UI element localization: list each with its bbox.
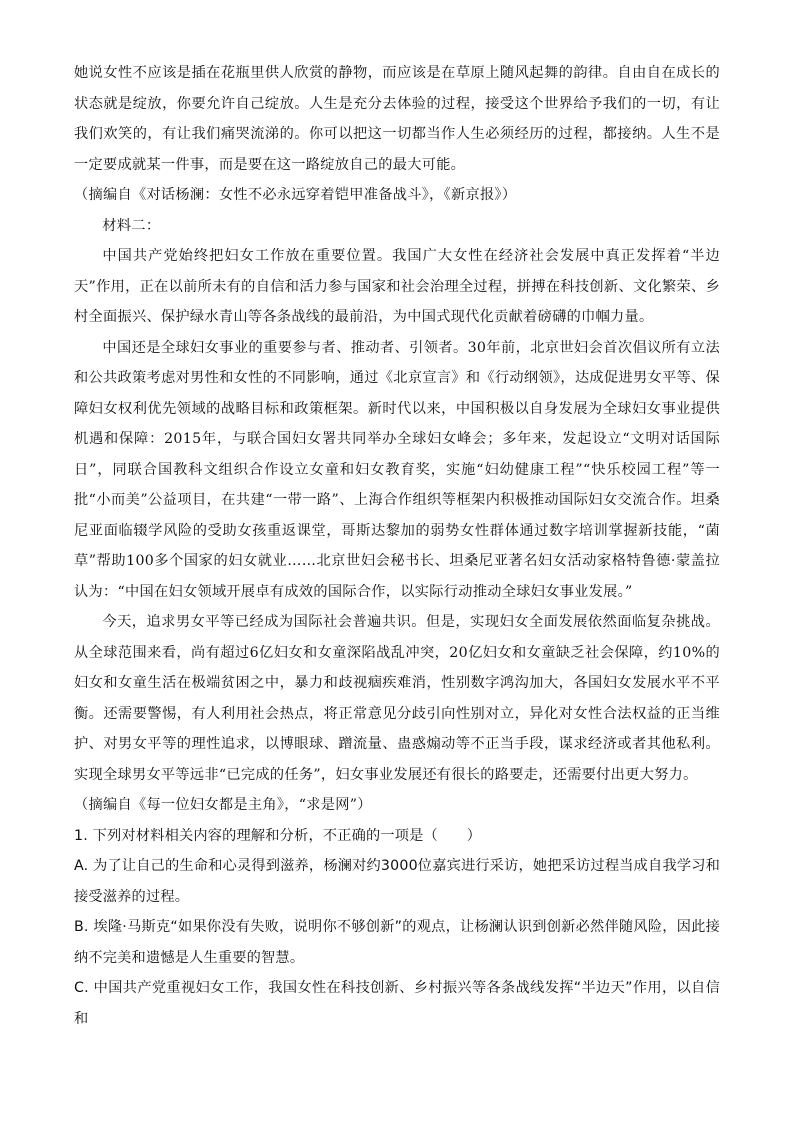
material-two-label: 材料二：: [102, 217, 161, 234]
material-one-excerpt: [74, 58, 720, 211]
question-stem: 1. 下列对材料相关内容的理解和分析，不正确的一项是（ ）: [74, 827, 482, 844]
material-two: [74, 211, 720, 821]
material-two-source: （摘编自《每一位妇女都是主角》，“求是网”）: [74, 797, 372, 813]
material-two-paragraph-3: 今天，追求男女平等已经成为国际社会普遍共识。但是，实现妇女全面发展依然面临复杂挑战。从全球范围来看，尚有超过6亿妇女和女童深陷战乱冲突，20亿妇女和女童缺乏社会保障，约10%的妇女和女童生活在极端贫困之中，暴力和歧视痼疾难消，性别数字鸿沟加大，各国妇女发展水平不平衡。还需要警惕，有人利用社会热点，将正常意见分歧引向性别对立，异化对女性合法权益的正当维护、对男女平等的理性追求，以博眼球、蹭流量、蛊惑煽动等不正当手段，谋求经济或者其他私利。实现全球男女平等远非“已完成的任务”，妇女事业发展还有很长的路要走，还需要付出更大努力。: [74, 614, 720, 783]
document-page: [74, 58, 720, 1034]
material-two-paragraph-1: 中国共产党始终把妇女工作放在重要位置。我国广大女性在经济社会发展中真正发挥着“半边天”作用，正在以前所未有的自信和活力参与国家和社会治理全过程，拼搏在科技创新、文化繁荣、乡村全面振兴、保护绿水青山等各条战线的最前沿，为中国式现代化贡献着磅礴的巾帼力量。: [74, 248, 720, 325]
material-one-closing-paragraph: 她说女性不应该是插在花瓶里供人欣赏的静物，而应该是在草原上随风起舞的韵律。自由自在成长的状态就是绽放，你要允许自己绽放。人生是充分去体验的过程，接受这个世界给予我们的一切，有让我们欢笑的，有让我们痛哭流涕的。你可以把这一切都当作人生必须经历的过程，都接纳。人生不是一定要成就某一件事，而是要在这一路绽放自己的最大可能。: [74, 65, 720, 173]
option-a: A. 为了让自己的生命和心灵得到滋养，杨澜对约3000位嘉宾进行采访，她把采访过程当成自我学习和接受滋养的过程。: [74, 858, 720, 905]
material-two-paragraph-2: 中国还是全球妇女事业的重要参与者、推动者、引领者。30年前，北京世妇会首次倡议所有立法和公共政策考虑对男性和女性的不同影响，通过《北京宣言》和《行动纲领》，达成促进男女平等、保障妇女权利优先领域的战略目标和政策框架。新时代以来，中国积极以自身发展为全球妇女事业提供机遇和保障：2015年，与联合国妇女署共同举办全球妇女峰会；多年来，发起设立“文明对话国际日”，同联合国教科文组织合作设立女童和妇女教育奖，实施“妇幼健康工程”“快乐校园工程”等一批“小而美”公益项目，在共建“一带一路”、上海合作组织等框架内积极推动国际妇女交流合作。坦桑尼亚面临辍学风险的受助女孩重返课堂，哥斯达黎加的弱势女性群体通过数字培训掌握新技能，“菌草”帮助100多个国家的妇女就业……北京世妇会秘书长、坦桑尼亚著名妇女活动家格特鲁德·蒙盖拉认为：“中国在妇女领域开展卓有成效的国际合作，以实际行动推动全球妇女事业发展。”: [74, 339, 720, 600]
question-one: [74, 821, 720, 1035]
option-b: B. 埃隆·马斯克“如果你没有失败，说明你不够创新”的观点，让杨澜认识到创新必然伴随风险，因此接纳不完美和遗憾是人生重要的智慧。: [74, 919, 720, 966]
material-one-source: （摘编自《对话杨澜：女性不必永远穿着铠甲准备战斗》，《新京报》）: [74, 187, 517, 203]
option-c: C. 中国共产党重视妇女工作，我国女性在科技创新、乡村振兴等各条战线发挥“半边天”作用，以自信和: [74, 980, 720, 1027]
